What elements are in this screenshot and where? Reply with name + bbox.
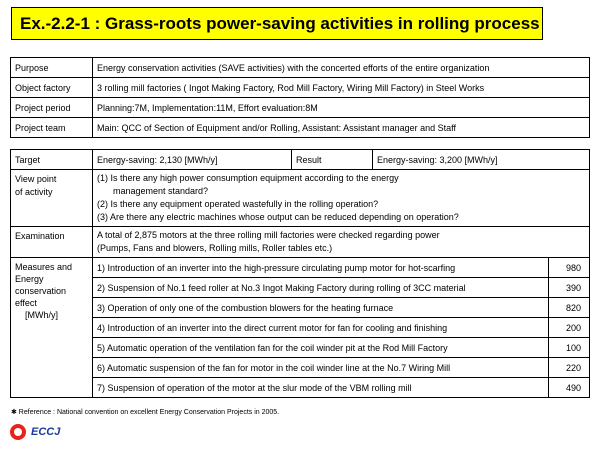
- measures-label-line: conservation: [15, 286, 67, 296]
- info-row: [11, 98, 590, 118]
- view-point-question: management standard?: [113, 186, 209, 196]
- eccj-logo: [10, 423, 60, 441]
- examination-line: A total of 2,875 motors at the three rolling mill factories were checked regarding power: [97, 230, 440, 240]
- target-label: Target: [11, 150, 93, 170]
- measures-label-line: [MWh/y]: [25, 310, 58, 320]
- info-label: Project team: [11, 118, 93, 138]
- eccj-logo-icon: [10, 424, 26, 440]
- eccj-logo-text: ECCJ: [31, 426, 61, 438]
- measures-label-line: Measures and: [15, 262, 73, 272]
- view-point-content: [93, 170, 590, 227]
- measure-value: 220: [549, 358, 590, 378]
- measure-row: [11, 298, 590, 318]
- measures-label-line: Energy: [15, 274, 44, 284]
- project-info-table: [10, 57, 590, 138]
- info-row: [11, 58, 590, 78]
- info-label: Purpose: [11, 58, 93, 78]
- info-label: Project period: [11, 98, 93, 118]
- measures-label: [11, 258, 93, 398]
- measure-text: 5) Automatic operation of the ventilation fan for the coil winder pit at the Rod Mill Factory: [93, 338, 549, 358]
- target-value: Energy-saving: 2,130 [MWh/y]: [93, 150, 292, 170]
- measure-text: 7) Suspension of operation of the motor at the slur mode of the VBM rolling mill: [93, 378, 549, 398]
- examination-content: [93, 227, 590, 258]
- info-row: [11, 118, 590, 138]
- measure-value: 980: [549, 258, 590, 278]
- view-point-label-line: View point: [15, 174, 57, 184]
- info-value: Planning:7M, Implementation:11M, Effort evaluation:8M: [93, 98, 590, 118]
- measure-value: 200: [549, 318, 590, 338]
- measure-row: [11, 318, 590, 338]
- measure-text: 1) Introduction of an inverter into the high-pressure circulating pump motor for hot-scarfing: [93, 258, 549, 278]
- activity-table: [10, 149, 590, 398]
- examination-label: Examination: [11, 227, 93, 258]
- measure-row: [11, 338, 590, 358]
- measure-row: [11, 278, 590, 298]
- result-value: Energy-saving: 3,200 [MWh/y]: [373, 150, 590, 170]
- view-point-label: [11, 170, 93, 227]
- info-value: 3 rolling mill factories ( Ingot Making Factory, Rod Mill Factory, Wiring Mill Factory) in Steel Works: [93, 78, 590, 98]
- view-point-question: (1) Is there any high power consumption equipment according to the energy: [97, 173, 399, 183]
- view-point-question: (3) Are there any electric machines whose output can be reduced depending on operation?: [97, 212, 459, 222]
- view-point-question: (2) Is there any equipment operated wastefully in the rolling operation?: [97, 199, 379, 209]
- measure-text: 3) Operation of only one of the combustion blowers for the heating furnace: [93, 298, 549, 318]
- measure-row: [11, 258, 590, 278]
- info-value: Main: QCC of Section of Equipment and/or Rolling, Assistant: Assistant manager and Staff: [93, 118, 590, 138]
- view-point-row: [11, 170, 590, 227]
- info-label: Object factory: [11, 78, 93, 98]
- examination-row: [11, 227, 590, 258]
- measure-value: 820: [549, 298, 590, 318]
- info-value: Energy conservation activities (SAVE activities) with the concerted efforts of the entire organization: [93, 58, 590, 78]
- measures-label-line: effect: [15, 298, 37, 308]
- page-title: Ex.-2.2-1 : Grass-roots power-saving activities in rolling process: [11, 7, 543, 40]
- info-row: [11, 78, 590, 98]
- measure-text: 6) Automatic suspension of the fan for motor in the coil winder line at the No.7 Wiring Mill: [93, 358, 549, 378]
- view-point-label-line: of activity: [15, 187, 53, 197]
- measure-row: [11, 358, 590, 378]
- measure-value: 490: [549, 378, 590, 398]
- measure-text: 2) Suspension of No.1 feed roller at No.3 Ingot Making Factory during rolling of 3CC material: [93, 278, 549, 298]
- measure-value: 390: [549, 278, 590, 298]
- target-row: [11, 150, 590, 170]
- examination-line: (Pumps, Fans and blowers, Rolling mills, Roller tables etc.): [97, 243, 333, 253]
- measure-row: [11, 378, 590, 398]
- reference-note: ✱ Reference : National convention on excellent Energy Conservation Projects in 2005.: [11, 409, 280, 416]
- measure-text: 4) Introduction of an inverter into the direct current motor for fan for cooling and finishing: [93, 318, 549, 338]
- measure-value: 100: [549, 338, 590, 358]
- result-label: Result: [292, 150, 373, 170]
